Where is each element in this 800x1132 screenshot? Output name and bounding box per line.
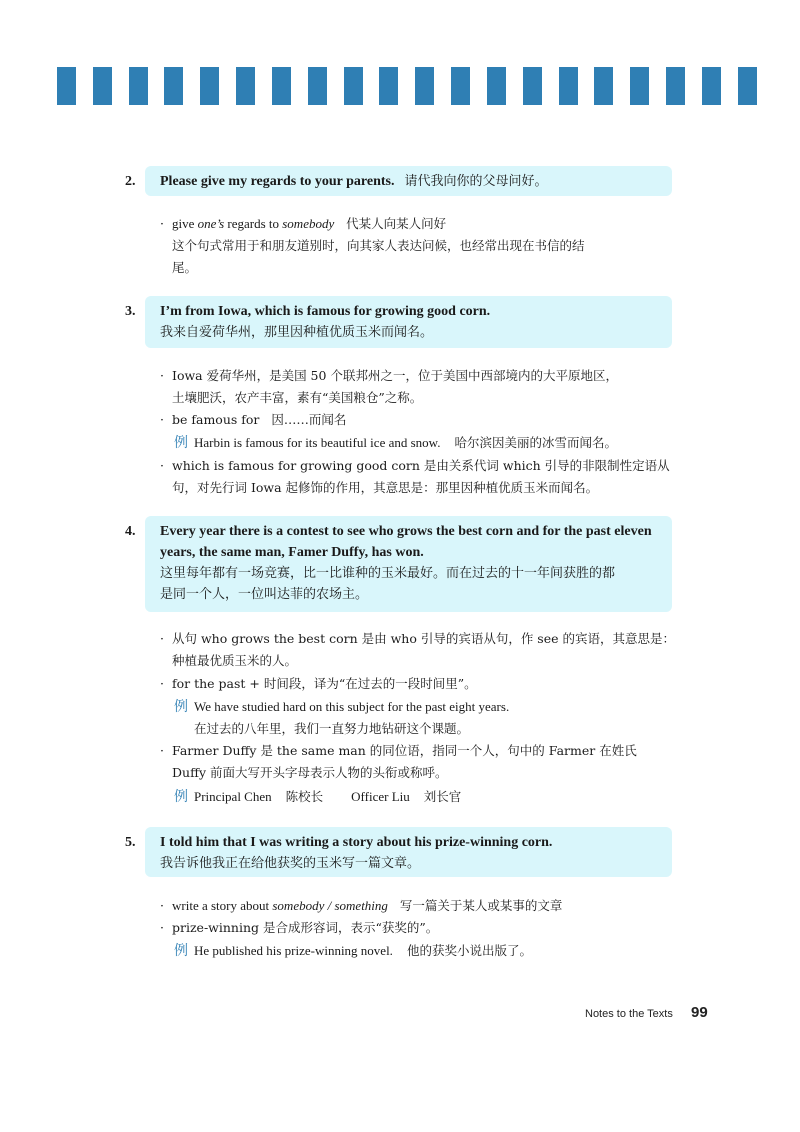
- footer-section-label: Notes to the Texts: [585, 1008, 673, 1020]
- note-number: 4.: [125, 524, 136, 539]
- note-item: · be famous for 因……而闻名: [160, 409, 675, 431]
- bullet: ·: [160, 412, 164, 427]
- sentence-chinese: 是同一个人，一位叫达菲的农场主。: [160, 587, 369, 602]
- bullet: ·: [160, 676, 164, 691]
- stripe: [57, 67, 76, 105]
- note-sentence-box: [145, 827, 672, 877]
- example-mark: 例: [174, 435, 188, 451]
- stripe: [666, 67, 685, 105]
- sentence-english: I’m from Iowa, which is famous for growing good corn.: [160, 304, 491, 319]
- bullet: ·: [160, 216, 164, 231]
- note-item: · Iowa 爱荷华州，是美国 50 个联邦州之一，位于美国中西部境内的大平原地区， 土壤肥沃，农产丰富，素有“美国粮仓”之称。: [160, 365, 675, 409]
- stripe: [344, 67, 363, 105]
- bullet: ·: [160, 743, 164, 758]
- stripe: [129, 67, 148, 105]
- sentence-english: Please give my regards to your parents.: [160, 174, 395, 189]
- bullet: ·: [160, 898, 164, 913]
- sentence-chinese: 这里每年都有一场竞赛，比一比谁种的玉米最好。而在过去的十一年间获胜的都: [160, 566, 616, 581]
- sentence-english: years, the same man, Famer Duffy, has won.: [160, 545, 424, 560]
- decorative-stripe-bar: [57, 67, 757, 105]
- stripe: [93, 67, 112, 105]
- stripe: [738, 67, 757, 105]
- sentence-english: Every year there is a contest to see who grows the best corn and for the past eleven: [160, 524, 652, 539]
- example-mark: 例: [174, 943, 188, 959]
- sentence-chinese: 我告诉他我正在给他获奖的玉米写一篇文章。: [160, 856, 421, 871]
- sentence-english: I told him that I was writing a story about his prize-winning corn.: [160, 835, 553, 850]
- stripe: [451, 67, 470, 105]
- page-number: 99: [691, 1004, 708, 1021]
- note-item: · give one’s regards to somebody 代某人向某人问好: [160, 213, 675, 235]
- example: 例 We have studied hard on this subject for the past eight years. 在过去的八年里，我们一直努力地钻研这个课题。: [174, 696, 674, 740]
- bullet: ·: [160, 920, 164, 935]
- stripe: [272, 67, 291, 105]
- note-item: · for the past + 时间段，译为“在过去的一段时间里”。: [160, 673, 675, 695]
- stripe: [559, 67, 578, 105]
- stripe: [630, 67, 649, 105]
- bullet: ·: [160, 368, 164, 383]
- stripe: [415, 67, 434, 105]
- note-sentence-box: [145, 296, 672, 348]
- stripe: [594, 67, 613, 105]
- note-item: 这个句式常用于和朋友道别时，向其家人表达问候，也经常出现在书信的结 尾。: [172, 238, 585, 275]
- note-sentence-box: [145, 166, 672, 196]
- stripe: [702, 67, 721, 105]
- note-sentence-box: [145, 516, 672, 612]
- example: 例 Harbin is famous for its beautiful ice and snow. 哈尔滨因美丽的冰雪而闻名。: [174, 432, 674, 454]
- bullet: ·: [160, 458, 164, 473]
- stripe: [200, 67, 219, 105]
- note-item: · Farmer Duffy 是 the same man 的同位语，指同一个人，句中的 Farmer 在姓氏 Duffy 前面大写开头字母表示人物的头衔或称呼。: [160, 740, 675, 784]
- note-item: · write a story about somebody / something 写一篇关于某人或某事的文章: [160, 895, 675, 917]
- example: 例 Principal Chen 陈校长 Officer Liu 刘长官: [174, 786, 674, 808]
- example-mark: 例: [174, 699, 188, 715]
- stripe: [236, 67, 255, 105]
- stripe: [379, 67, 398, 105]
- example: 例 He published his prize-winning novel. 他的获奖小说出版了。: [174, 940, 674, 962]
- stripe: [164, 67, 183, 105]
- note-item: · which is famous for growing good corn 是由关系代词 which 引导的非限制性定语从 句，对先行词 Iowa 起修饰的作用，其意思是：那里因种植优质玉米而闻名。: [160, 455, 675, 499]
- example-mark: 例: [174, 789, 188, 805]
- sentence-chinese: 我来自爱荷华州，那里因种植优质玉米而闻名。: [160, 325, 434, 340]
- note-number: 3.: [125, 304, 136, 319]
- stripe: [523, 67, 542, 105]
- sentence-chinese: 请代我向你的父母问好。: [404, 174, 548, 189]
- stripe: [308, 67, 327, 105]
- note-item: · prize-winning 是合成形容词，表示“获奖的”。: [160, 917, 675, 939]
- note-number: 5.: [125, 835, 136, 850]
- stripe: [487, 67, 506, 105]
- note-item: · 从句 who grows the best corn 是由 who 引导的宾语从句，作 see 的宾语，其意思是： 种植最优质玉米的人。: [160, 628, 675, 672]
- note-number: 2.: [125, 174, 136, 189]
- bullet: ·: [160, 631, 164, 646]
